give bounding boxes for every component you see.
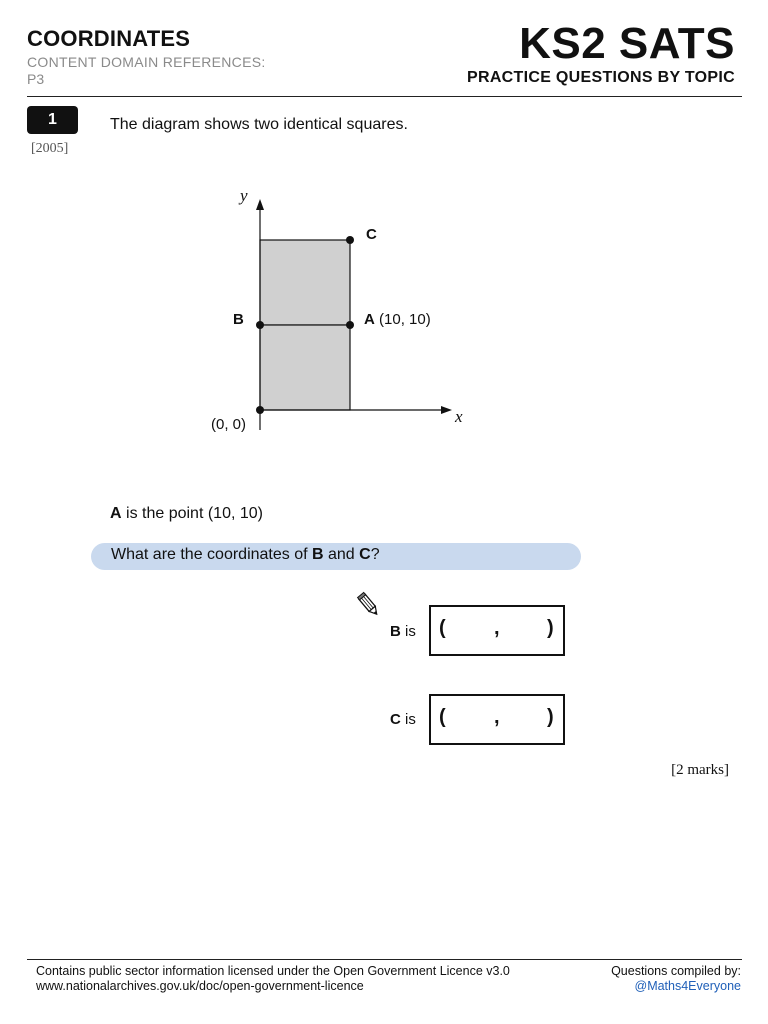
lower-square — [260, 325, 350, 410]
point-b — [256, 321, 264, 329]
brand-subtitle: PRACTICE QUESTIONS BY TOPIC — [467, 69, 735, 86]
header-divider — [27, 96, 742, 97]
answer-b-close: ) — [547, 617, 554, 639]
question-prompt — [111, 546, 380, 564]
credit-handle-link[interactable]: @Maths4Everyone — [634, 979, 741, 993]
answer-c-close: ) — [547, 706, 554, 728]
label-origin: (0, 0) — [211, 416, 247, 433]
label-b: B — [233, 311, 244, 328]
label-a-coords: (10, 10) — [379, 311, 431, 328]
upper-square — [260, 240, 350, 325]
prompt-before: What are the coordinates of — [111, 546, 312, 563]
marks-label: [2 marks] — [671, 762, 729, 778]
label-a-letter: A — [364, 311, 375, 328]
x-axis-label: x — [455, 407, 463, 426]
licence-line-1: Contains public sector information licensed under the Open Government Licence v3.0 — [36, 964, 510, 978]
question-year: [2005] — [31, 141, 69, 156]
prompt-after: ? — [370, 546, 380, 563]
answer-c-comma: , — [494, 706, 500, 728]
statement-text: is the point (10, 10) — [126, 505, 263, 522]
x-axis-arrow — [441, 406, 452, 414]
answer-b-label — [390, 623, 416, 640]
answer-b-box[interactable] — [429, 605, 565, 656]
answer-c-word: is — [405, 711, 416, 728]
content-domain-code: P3 — [27, 71, 45, 87]
prompt-c: C — [359, 546, 371, 563]
statement-point: A — [110, 505, 122, 522]
brand-title: KS2 SATS — [519, 19, 735, 68]
footer-licence — [36, 964, 510, 994]
prompt-b: B — [312, 546, 324, 563]
y-axis-arrow — [256, 199, 264, 210]
point-origin — [256, 406, 264, 414]
point-c — [346, 236, 354, 244]
answer-b-point: B — [390, 623, 401, 640]
answer-c-point: C — [390, 711, 401, 728]
answer-c-label — [390, 711, 416, 728]
footer-divider — [27, 959, 742, 960]
label-a — [364, 311, 431, 328]
label-c: C — [366, 226, 377, 243]
answer-b-comma: , — [494, 617, 500, 639]
content-domain-label: CONTENT DOMAIN REFERENCES: — [27, 54, 266, 70]
y-axis-label: y — [240, 186, 248, 205]
answer-c-open: ( — [439, 706, 446, 728]
question-number-badge: 1 — [27, 106, 78, 134]
pencil-icon — [356, 591, 382, 619]
credit-line: Questions compiled by: — [611, 964, 741, 978]
question-statement — [110, 505, 263, 523]
point-a — [346, 321, 354, 329]
coordinate-diagram — [195, 185, 495, 440]
answer-c-box[interactable] — [429, 694, 565, 745]
page-title: COORDINATES — [27, 26, 191, 51]
licence-url[interactable]: www.nationalarchives.gov.uk/doc/open-government-licence — [36, 979, 364, 993]
prompt-and: and — [323, 546, 360, 563]
footer-credit — [611, 964, 741, 994]
question-intro: The diagram shows two identical squares. — [110, 116, 408, 133]
answer-b-word: is — [405, 623, 416, 640]
answer-b-open: ( — [439, 617, 446, 639]
